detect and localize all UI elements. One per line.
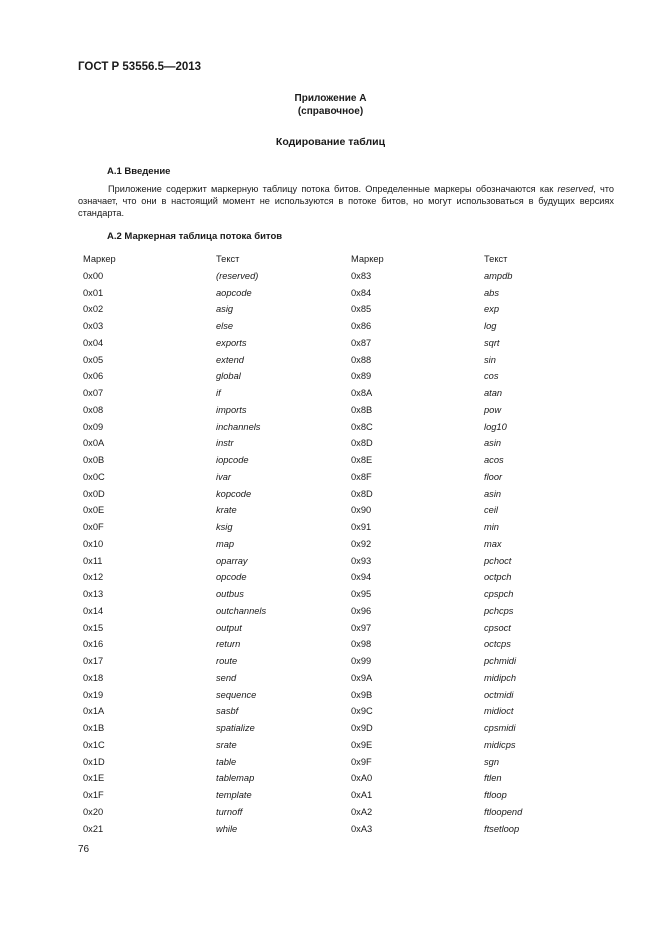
text-cell: octmidi [484, 689, 514, 700]
marker-cell: 0x11 [83, 555, 103, 566]
marker-cell: 0x0E [83, 505, 105, 516]
table-row [0, 770, 661, 787]
table-row [0, 502, 661, 519]
text-cell: ftloop [484, 790, 507, 800]
text-cell: sequence [216, 689, 257, 700]
table-row [0, 469, 661, 486]
marker-cell: 0x90 [351, 505, 372, 516]
marker-cell: 0x8A [351, 388, 373, 398]
column-header: Текст [484, 254, 508, 264]
marker-cell: 0x19 [83, 689, 104, 700]
table-row [0, 402, 661, 419]
table-row [0, 352, 661, 369]
text-cell: else [216, 321, 234, 331]
marker-cell: 0x94 [351, 572, 372, 583]
marker-cell: 0x85 [351, 304, 372, 315]
table-row [0, 687, 661, 704]
marker-cell: 0x01 [83, 287, 104, 298]
text-cell: exp [484, 304, 499, 315]
marker-cell: 0x95 [351, 589, 372, 599]
marker-cell: 0x1D [83, 756, 105, 767]
text-cell: pchmidi [484, 656, 517, 666]
marker-cell: 0x07 [83, 388, 104, 398]
text-cell: return [216, 639, 241, 650]
text-cell: cpsmidi [484, 723, 516, 733]
column-header: Маркер [351, 254, 384, 264]
text-cell: atan [484, 388, 503, 398]
marker-cell: 0x8B [351, 404, 373, 415]
table-row [0, 754, 661, 771]
text-cell: if [216, 388, 221, 398]
marker-cell: 0x0A [83, 438, 105, 449]
marker-cell: 0x9A [351, 672, 373, 683]
text-cell: spatialize [216, 723, 255, 733]
text-cell: sqrt [484, 337, 500, 348]
marker-cell: 0x0F [83, 522, 104, 532]
text-cell: instr [216, 438, 234, 449]
text-cell: log [484, 321, 497, 331]
marker-cell: 0x8F [351, 471, 372, 482]
text-cell: srate [216, 739, 237, 750]
marker-cell: 0x05 [83, 354, 104, 365]
table-row [0, 486, 661, 503]
table-header-row [0, 251, 661, 268]
table-row [0, 368, 661, 385]
table-row [0, 653, 661, 670]
appendix-subtitle: (справочное) [297, 106, 364, 117]
text-cell: log10 [484, 421, 507, 432]
text-cell: max [484, 538, 502, 549]
table-row [0, 620, 661, 637]
marker-cell: 0x17 [83, 656, 104, 666]
marker-cell: 0x1E [83, 773, 105, 784]
text-cell: pow [484, 404, 502, 415]
marker-cell: 0xA1 [351, 790, 373, 800]
text-cell: pchoct [484, 555, 512, 566]
table-row [0, 318, 661, 335]
table-row [0, 536, 661, 553]
section-a1-heading: А.1 Введение [107, 166, 171, 177]
marker-cell: 0x04 [83, 337, 104, 348]
table-row [0, 670, 661, 687]
intro-text-2: , что означает, что они в настоящий момент не используются в потоке битов, но могут использоваться в будущих версиях стандарта. [78, 184, 615, 218]
text-cell: cpsoct [484, 622, 511, 633]
table-row [0, 586, 661, 603]
text-cell: asin [484, 438, 502, 449]
marker-cell: 0x8D [351, 438, 373, 449]
text-cell: table [216, 756, 237, 767]
text-cell: cos [484, 371, 499, 382]
marker-cell: 0x86 [351, 321, 372, 331]
text-cell: exports [216, 337, 247, 348]
marker-cell: 0x88 [351, 354, 372, 365]
text-cell: acos [484, 455, 504, 465]
text-cell: sasbf [216, 706, 239, 717]
table-row [0, 720, 661, 737]
marker-cell: 0x13 [83, 589, 104, 599]
text-cell: inchannels [216, 421, 261, 432]
marker-cell: 0x8C [351, 421, 373, 432]
table-row [0, 268, 661, 285]
marker-cell: 0x02 [83, 304, 104, 315]
text-cell: route [216, 656, 238, 666]
table-row [0, 553, 661, 570]
marker-cell: 0x18 [83, 672, 104, 683]
text-cell: sin [484, 354, 496, 365]
text-cell: octpch [484, 572, 512, 583]
text-cell: ftlen [484, 773, 502, 784]
marker-cell: 0x1C [83, 739, 105, 750]
text-cell: output [216, 622, 242, 633]
page-title: Кодирование таблиц [275, 136, 386, 148]
table-row [0, 452, 661, 469]
text-cell: asin [484, 488, 502, 499]
text-cell: kopcode [216, 488, 252, 499]
text-cell: while [216, 823, 238, 834]
text-cell: opcode [216, 572, 247, 583]
text-cell: outchannels [216, 605, 267, 616]
text-cell: tablemap [216, 773, 255, 784]
marker-cell: 0x9D [351, 723, 373, 733]
marker-cell: 0x9B [351, 689, 373, 700]
text-cell: midicps [484, 739, 516, 750]
text-cell: template [216, 790, 252, 800]
marker-cell: 0x00 [83, 270, 104, 281]
marker-cell: 0x97 [351, 622, 372, 633]
intro-paragraph [78, 183, 614, 219]
text-cell: imports [216, 404, 247, 415]
text-cell: ksig [216, 522, 233, 532]
column-header: Маркер [83, 254, 116, 264]
marker-cell: 0x20 [83, 806, 104, 817]
marker-cell: 0x9E [351, 739, 373, 750]
marker-cell: 0xA3 [351, 823, 373, 834]
intro-text-italic: reserved [557, 184, 594, 194]
marker-cell: 0x1A [83, 706, 105, 717]
text-cell: ftloopend [484, 806, 523, 817]
table-row [0, 821, 661, 838]
text-cell: aopcode [216, 287, 252, 298]
document-header: ГОСТ Р 53556.5—2013 [78, 61, 202, 73]
table-row [0, 804, 661, 821]
marker-cell: 0x1F [83, 790, 104, 800]
table-row [0, 636, 661, 653]
text-cell: sgn [484, 756, 499, 767]
marker-cell: 0x93 [351, 555, 372, 566]
table-row [0, 335, 661, 352]
marker-cell: 0x83 [351, 270, 372, 281]
text-cell: abs [484, 287, 499, 298]
text-cell: ftsetloop [484, 823, 520, 834]
marker-cell: 0xA0 [351, 773, 373, 784]
table-row [0, 603, 661, 620]
marker-cell: 0x06 [83, 371, 104, 382]
section-a2-heading: А.2 Маркерная таблица потока битов [107, 231, 283, 242]
text-cell: midioct [484, 706, 514, 717]
marker-cell: 0x84 [351, 287, 372, 298]
marker-cell: 0x96 [351, 605, 372, 616]
text-cell: map [216, 538, 235, 549]
appendix-title: Приложение А [294, 93, 367, 104]
marker-cell: 0x9C [351, 706, 373, 717]
table-row [0, 301, 661, 318]
text-cell: ampdb [484, 270, 513, 281]
marker-cell: 0x92 [351, 538, 372, 549]
intro-text-1: Приложение содержит маркерную таблицу потока битов. Определенные маркеры обозначаются как [108, 184, 558, 194]
table-row [0, 385, 661, 402]
marker-cell: 0x87 [351, 337, 372, 348]
marker-cell: 0x98 [351, 639, 372, 650]
table-row [0, 569, 661, 586]
text-cell: global [216, 371, 241, 382]
text-cell: (reserved) [216, 270, 259, 281]
marker-cell: 0x1B [83, 723, 105, 733]
marker-cell: 0x21 [83, 823, 104, 834]
text-cell: floor [484, 471, 503, 482]
text-cell: iopcode [216, 455, 249, 465]
marker-cell: 0xA2 [351, 806, 373, 817]
marker-cell: 0x15 [83, 622, 104, 633]
text-cell: min [484, 522, 499, 532]
appendix-heading [0, 92, 661, 118]
marker-cell: 0x03 [83, 321, 104, 331]
marker-cell: 0x8E [351, 455, 373, 465]
marker-cell: 0x14 [83, 605, 104, 616]
marker-cell: 0x0C [83, 471, 105, 482]
text-cell: ivar [216, 471, 231, 482]
text-cell: octcps [484, 639, 511, 650]
marker-cell: 0x8D [351, 488, 373, 499]
table-row [0, 435, 661, 452]
marker-cell: 0x16 [83, 639, 104, 650]
table-row [0, 519, 661, 536]
marker-cell: 0x89 [351, 371, 372, 382]
table-row [0, 737, 661, 754]
text-cell: extend [216, 354, 244, 365]
text-cell: krate [216, 505, 237, 516]
text-cell: pchcps [484, 605, 514, 616]
marker-cell: 0x9F [351, 756, 372, 767]
marker-cell: 0x0D [83, 488, 105, 499]
marker-cell: 0x0B [83, 455, 105, 465]
marker-cell: 0x91 [351, 522, 372, 532]
page-number: 76 [78, 844, 90, 855]
marker-cell: 0x99 [351, 656, 372, 666]
text-cell: turnoff [216, 806, 243, 817]
table-row [0, 787, 661, 804]
text-cell: oparray [216, 555, 248, 566]
text-cell: cpspch [484, 589, 514, 599]
marker-cell: 0x12 [83, 572, 104, 583]
marker-cell: 0x08 [83, 404, 104, 415]
table-row [0, 285, 661, 302]
table-row [0, 419, 661, 436]
text-cell: midipch [484, 672, 517, 683]
table-row [0, 703, 661, 720]
text-cell: ceil [484, 505, 498, 516]
text-cell: send [216, 672, 237, 683]
marker-cell: 0x10 [83, 538, 104, 549]
marker-cell: 0x09 [83, 421, 104, 432]
column-header: Текст [216, 254, 240, 264]
text-cell: asig [216, 304, 234, 315]
marker-table [0, 251, 661, 837]
text-cell: outbus [216, 589, 244, 599]
